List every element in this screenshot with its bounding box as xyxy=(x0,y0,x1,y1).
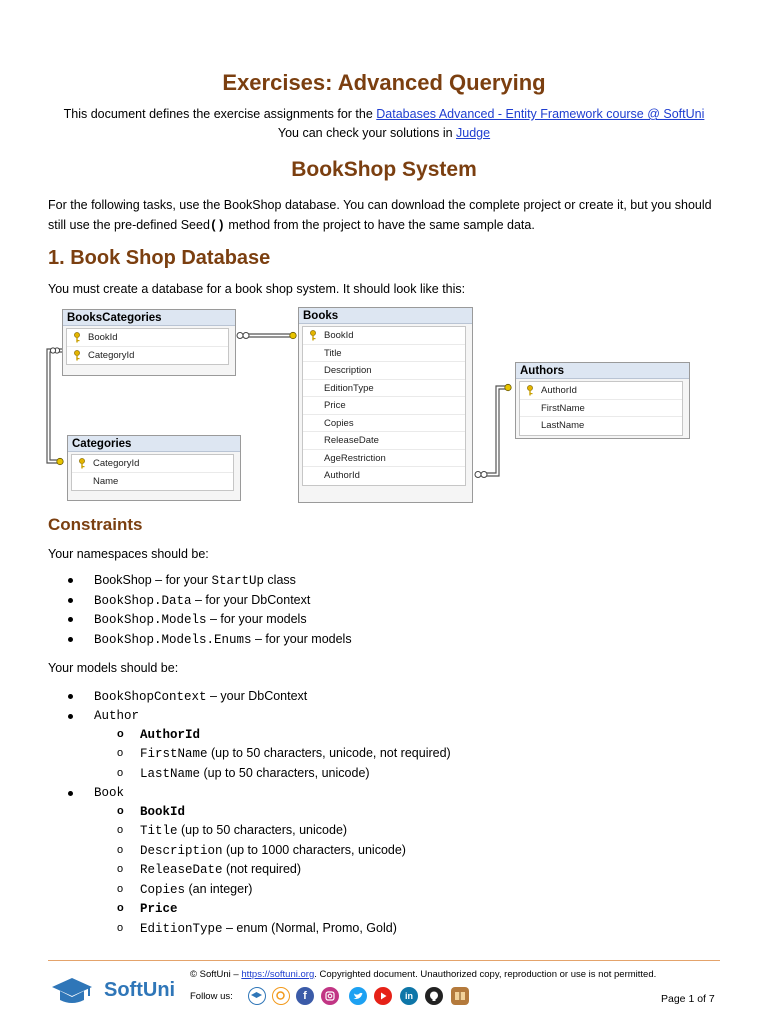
field-name: Name xyxy=(93,475,119,487)
table-fields xyxy=(66,328,229,365)
field-code: EditionType xyxy=(140,922,223,936)
namespace-text: – for your DbContext xyxy=(191,593,311,607)
models-label: Your models should be: xyxy=(48,661,179,675)
softuni-foundation-icon[interactable] xyxy=(272,987,290,1005)
field-name: AuthorId xyxy=(324,470,360,481)
field-code: ReleaseDate xyxy=(140,863,223,877)
follow-label: Follow us: xyxy=(190,991,233,1002)
field-text: (up to 50 characters, unicode, not required) xyxy=(207,746,451,760)
field-text: (an integer) xyxy=(185,882,253,896)
copyright-suffix: . Copyrighted document. Unauthorized copy, reproduction or use is not permitted. xyxy=(314,969,657,980)
key-icon xyxy=(309,330,317,341)
sub-bullet-icon: o xyxy=(117,844,124,856)
key-icon xyxy=(73,332,81,343)
namespaces-label: Your namespaces should be: xyxy=(48,547,209,561)
sub-bullet-icon: o xyxy=(117,863,124,875)
namespace-code: BookShop xyxy=(94,573,152,587)
para1-text-b: method from the project to have the same sample data. xyxy=(224,217,535,232)
field-code: Description xyxy=(140,844,223,858)
key-icon xyxy=(78,458,86,469)
field-name: EditionType xyxy=(324,382,374,394)
field-row xyxy=(303,415,465,433)
field-name: Title xyxy=(324,347,342,359)
field-code: Copies xyxy=(140,883,186,897)
judge-link[interactable]: Judge xyxy=(456,126,491,140)
table-fields xyxy=(71,454,234,491)
section-heading: 1. Book Shop Database xyxy=(48,247,271,269)
books-authors-line xyxy=(485,386,510,473)
model-code: Author xyxy=(94,709,140,723)
field-name: ReleaseDate xyxy=(324,435,379,446)
namespace-code: BookShop.Models xyxy=(94,613,207,627)
table-title: BooksCategories xyxy=(63,310,235,326)
table-fields xyxy=(302,326,466,486)
sub-bullet-icon: o xyxy=(117,747,124,759)
namespace-text: – for your models xyxy=(206,612,307,626)
field-text: (up to 50 characters, unicode) xyxy=(200,766,370,780)
judge-text: You can check your solutions in xyxy=(277,126,457,140)
instagram-icon[interactable] xyxy=(321,987,339,1005)
field-code: Price xyxy=(140,902,178,916)
field-row xyxy=(72,473,233,491)
linkedin-icon[interactable]: in xyxy=(400,987,418,1005)
field-row xyxy=(303,397,465,415)
namespace-code2: StartUp xyxy=(211,574,264,588)
model-code: Book xyxy=(94,786,125,800)
logo-text: SoftUni xyxy=(104,979,176,1001)
seed-code: () xyxy=(209,218,225,233)
book-icon[interactable] xyxy=(451,987,469,1005)
sub-bullet-icon: o xyxy=(117,824,124,836)
field-row xyxy=(303,432,465,450)
table-title: Books xyxy=(299,308,472,324)
sub-bullet-icon: o xyxy=(117,883,124,895)
document-title: Exercises: Advanced Querying xyxy=(222,70,546,95)
course-link[interactable]: Databases Advanced - Entity Framework course @ SoftUni xyxy=(376,107,705,121)
copyright xyxy=(190,969,656,980)
field-name: FirstName xyxy=(541,402,585,414)
infinity-symbol xyxy=(237,333,243,339)
sub-bullet-icon: o xyxy=(117,922,124,934)
bullet-icon xyxy=(68,637,73,642)
field-row xyxy=(67,329,228,347)
table-bookscategories[interactable] xyxy=(62,309,236,376)
field-name: BookId xyxy=(324,330,354,341)
field-code: LastName xyxy=(140,767,201,781)
intro-line xyxy=(0,107,768,121)
bullet-icon xyxy=(68,578,73,583)
footer-rule xyxy=(48,960,720,961)
field-text: (not required) xyxy=(222,862,302,876)
key-endpoint xyxy=(290,332,296,338)
table-authors[interactable] xyxy=(515,362,690,439)
namespace-text2: class xyxy=(263,573,296,587)
field-name: BookId xyxy=(88,332,118,343)
intro-text: This document defines the exercise assignments for the xyxy=(63,107,377,121)
key-icon xyxy=(73,350,81,361)
table-fields xyxy=(519,381,683,436)
field-text: (up to 1000 characters, unicode) xyxy=(222,843,406,857)
sub-bullet-icon: o xyxy=(117,902,124,914)
table-title: Authors xyxy=(516,363,689,379)
field-name: AgeRestriction xyxy=(324,452,386,464)
field-code: FirstName xyxy=(140,747,208,761)
bullet-icon xyxy=(68,714,73,719)
model-text: – your DbContext xyxy=(206,689,308,703)
field-text: – enum (Normal, Promo, Gold) xyxy=(222,921,397,935)
field-name: Copies xyxy=(324,417,354,429)
softuni-link[interactable]: https://softuni.org xyxy=(241,969,315,980)
field-name: AuthorId xyxy=(541,385,577,396)
namespace-text: – for your xyxy=(151,573,212,587)
field-code: AuthorId xyxy=(140,728,201,742)
namespace-code: BookShop.Models.Enums xyxy=(94,633,252,647)
judge-line xyxy=(0,126,768,140)
facebook-icon[interactable]: f xyxy=(296,987,314,1005)
github-icon[interactable] xyxy=(425,987,443,1005)
field-name: CategoryId xyxy=(88,349,135,361)
page-number: Page 1 of 7 xyxy=(661,993,715,1005)
field-row xyxy=(72,455,233,473)
bc-categories-line xyxy=(50,352,62,460)
section-paragraph: You must create a database for a book shop system. It should look like this: xyxy=(48,282,466,296)
bullet-icon xyxy=(68,617,73,622)
softuni-social-icon[interactable] xyxy=(248,987,266,1005)
softuni-logo[interactable] xyxy=(50,974,175,1008)
sub-bullet-icon: o xyxy=(117,805,124,817)
bullet-icon xyxy=(68,791,73,796)
intro-paragraph xyxy=(48,196,718,236)
field-row xyxy=(520,400,682,418)
namespace-text: – for your models xyxy=(251,632,352,646)
field-row xyxy=(303,345,465,363)
key-icon xyxy=(526,385,534,396)
bullet-icon xyxy=(68,598,73,603)
field-row xyxy=(303,450,465,468)
constraints-heading: Constraints xyxy=(48,515,143,534)
field-row xyxy=(303,467,465,485)
model-code: BookShopContext xyxy=(94,690,207,704)
field-name: Description xyxy=(324,365,372,376)
field-row xyxy=(303,327,465,345)
namespace-code: BookShop.Data xyxy=(94,594,192,608)
field-text: (up to 50 characters, unicode) xyxy=(177,823,348,837)
field-name: Price xyxy=(324,400,346,411)
field-name: LastName xyxy=(541,420,585,431)
table-categories[interactable] xyxy=(67,435,241,501)
field-row xyxy=(67,347,228,365)
table-books[interactable] xyxy=(298,307,473,503)
table-title: Categories xyxy=(68,436,240,452)
field-row xyxy=(303,362,465,380)
field-name: CategoryId xyxy=(93,458,140,469)
copyright-prefix: © SoftUni – xyxy=(190,969,242,980)
field-row xyxy=(520,417,682,435)
field-code: BookId xyxy=(140,805,186,819)
bullet-icon xyxy=(68,694,73,699)
sub-bullet-icon: o xyxy=(117,728,124,740)
field-code: Title xyxy=(140,824,178,838)
field-row xyxy=(520,382,682,400)
sub-bullet-icon: o xyxy=(117,767,124,779)
system-heading: BookShop System xyxy=(291,158,477,181)
youtube-icon[interactable] xyxy=(374,987,392,1005)
para1-text-a: For the following tasks, use the BookShop database. You can download the complete project or create it, but you should still use the pre-defined Seed xyxy=(48,198,712,232)
twitter-icon[interactable] xyxy=(349,987,367,1005)
field-row xyxy=(303,380,465,398)
